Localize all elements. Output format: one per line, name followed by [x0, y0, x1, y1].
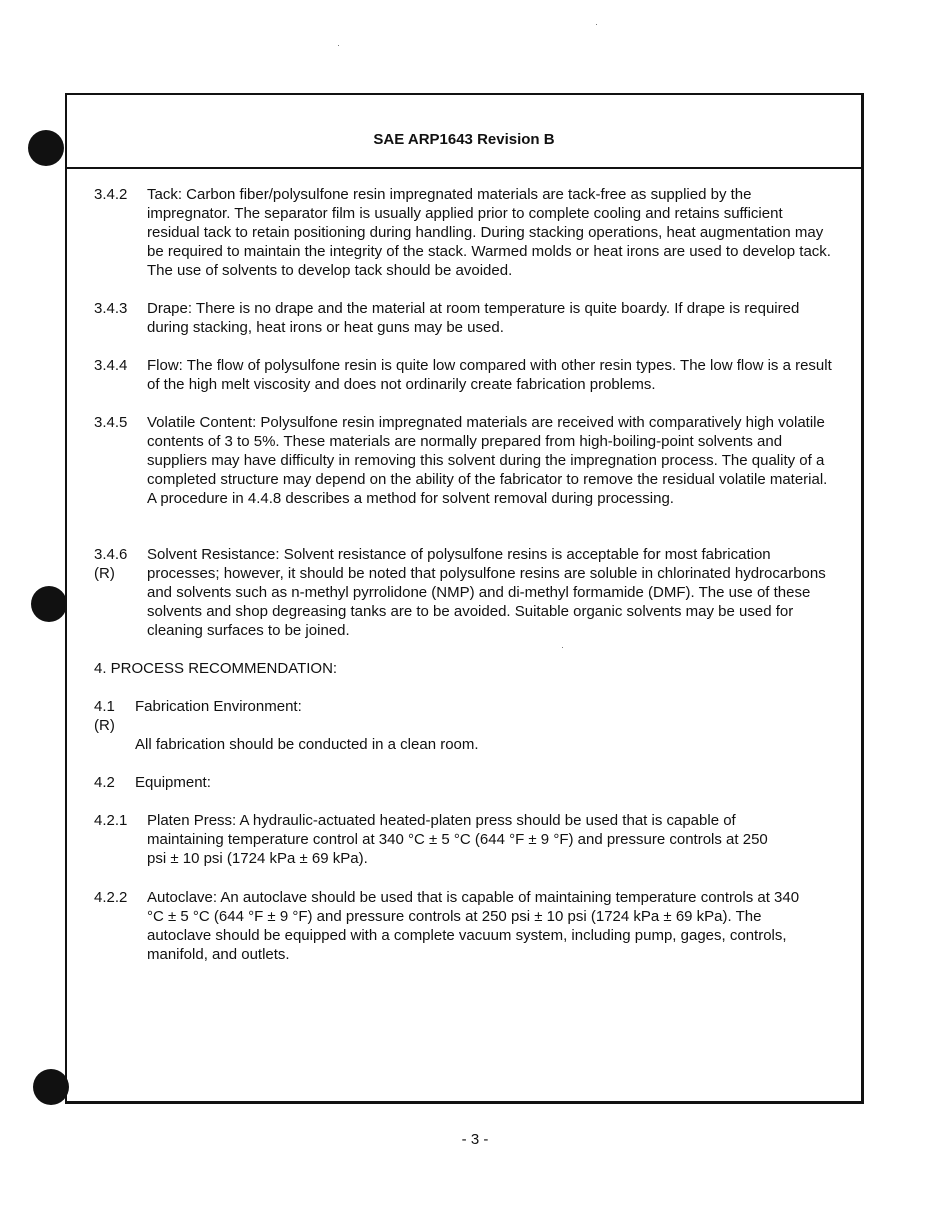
section-number: 4.2: [94, 774, 115, 791]
section-text: All fabrication should be conducted in a clean room.: [135, 736, 479, 753]
section-heading-4: 4. PROCESS RECOMMENDATION:: [94, 660, 338, 677]
binder-hole-icon: [31, 586, 67, 622]
binder-hole-icon: [28, 130, 64, 166]
section-number: 4.2.2: [94, 889, 128, 906]
section-number: 3.4.6: [94, 546, 128, 563]
section-text: Tack: Carbon fiber/polysulfone resin impregnated materials are tack-free as supplied by the impregnator. The separator film is usually applied prior to complete cooling and retains sufficient residual tack to retain positioning during handling. During stacking operations, heat augmentation may be required to maintain the integrity of the stack. Warmed molds or heat irons are used to develop tack. The use of solvents to develop tack should be avoided.: [147, 186, 831, 279]
revision-mark: (R): [94, 717, 115, 734]
section-title: Fabrication Environment:: [135, 698, 302, 715]
revision-mark: (R): [94, 565, 115, 582]
section-number: 3.4.4: [94, 357, 128, 374]
section-number: 3.4.3: [94, 300, 128, 317]
section-number: 4.1: [94, 698, 115, 715]
header-divider: [67, 167, 861, 169]
section-text: Flow: The flow of polysulfone resin is quite low compared with other resin types. The low flow is a result of the high melt viscosity and does not ordinarily create fabrication problems.: [147, 357, 832, 393]
document-header-title: SAE ARP1643 Revision B: [373, 131, 555, 148]
page-number: - 3 -: [461, 1131, 489, 1148]
section-text: Volatile Content: Polysulfone resin impregnated materials are received with comparatively high volatile contents of 3 to 5%. These materials are normally prepared from high-boiling-point solvents and suppliers may have difficulty in removing this solvent during the impregnation process. The quality of a completed structure may depend on the ability of the fabricator to remove the residual volatile material. A procedure in 4.4.8 describes a method for solvent removal during processing.: [147, 414, 828, 507]
section-text: Solvent Resistance: Solvent resistance of polysulfone resins is acceptable for most fabrication processes; however, it should be noted that polysulfone resins are soluble in chlorinated hydrocarbons and solvents such as n-methyl pyrrolidone (NMP) and di-methyl formamide (DMF). The use of these solvents and shop degreasing tanks are to be avoided. Suitable organic solvents may be used for cleaning surfaces to be joined.: [147, 546, 826, 639]
section-title: Equipment:: [135, 774, 211, 791]
section-number: 3.4.5: [94, 414, 128, 431]
section-number: 3.4.2: [94, 186, 128, 203]
section-text: Drape: There is no drape and the material at room temperature is quite boardy. If drape is required during stacking, heat irons or heat guns may be used.: [147, 300, 800, 336]
section-number: 4.2.1: [94, 812, 128, 829]
section-text: Platen Press: A hydraulic-actuated heated-platen press should be used that is capable of maintaining temperature control at 340 °C ± 5 °C (644 °F ± 9 °F) and pressure controls at 250 psi ± 10 psi (1724 kPa ± 69 kPa).: [147, 812, 768, 867]
binder-hole-icon: [33, 1069, 69, 1105]
section-text: Autoclave: An autoclave should be used that is capable of maintaining temperature controls at 340 °C ± 5 °C (644 °F ± 9 °F) and pressure controls at 250 psi ± 10 psi (1724 kPa ± 69 kPa). The autoclave should be equipped with a complete vacuum system, including pump, gages, controls, manifold, and outlets.: [147, 889, 800, 963]
